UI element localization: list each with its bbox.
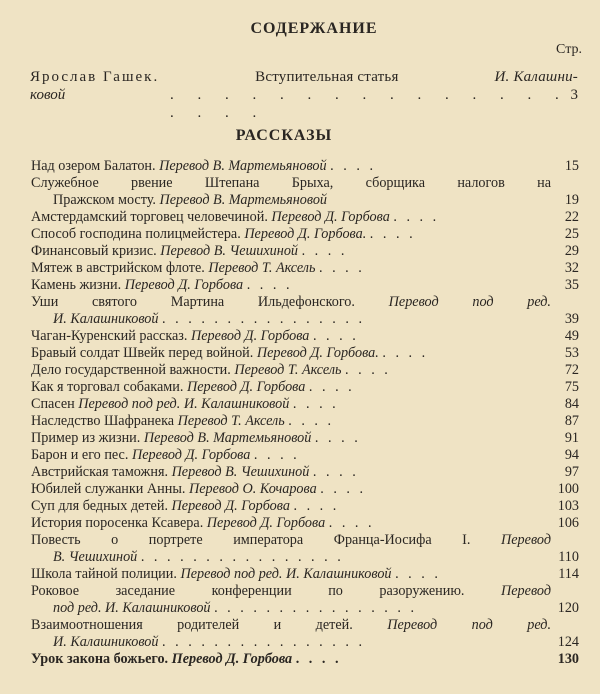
leader-dots: . . . . . . . . . . . . . . . . bbox=[140, 549, 344, 565]
entry-continuation bbox=[31, 634, 579, 651]
entry-page: 124 bbox=[557, 634, 579, 650]
section-title: РАССКАЗЫ bbox=[235, 127, 333, 144]
entry-translator: Перевод Т. Аксель bbox=[234, 362, 342, 378]
leader-dots: . . . . bbox=[345, 362, 391, 378]
toc-entry[interactable] bbox=[31, 430, 579, 447]
entry-page: 87 bbox=[564, 413, 579, 429]
entry-line bbox=[31, 617, 551, 634]
leader-dots: . . . . bbox=[253, 447, 300, 463]
leader-dots: . . . . bbox=[292, 396, 339, 412]
entry-translator: Перевод Д. Горбова. bbox=[244, 226, 367, 242]
entry-translator: Перевод под ред. И. Калашниковой bbox=[78, 396, 290, 412]
intro-page: 3 bbox=[570, 87, 578, 103]
entry-title: Бравый солдат Швейк перед войной. bbox=[31, 345, 254, 361]
toc-entry[interactable] bbox=[31, 209, 579, 226]
entry-page: 53 bbox=[564, 345, 579, 361]
entry-title: Наследство Шафранека bbox=[31, 413, 175, 429]
leader-dots: . . . . bbox=[395, 566, 441, 582]
leader-dots: . . . . bbox=[312, 328, 359, 344]
leader-dots: . . . . bbox=[393, 209, 440, 225]
toc-entry[interactable] bbox=[31, 447, 579, 464]
toc-entry[interactable] bbox=[31, 328, 579, 345]
entry-title: Школа тайной полиции. bbox=[31, 566, 177, 582]
leader-dots: . . . . bbox=[308, 379, 355, 395]
leader-dots: . . . . bbox=[320, 481, 367, 497]
entry-title: Чаган-Куренский рассказ. bbox=[31, 328, 188, 344]
entry-page: 100 bbox=[557, 481, 579, 497]
entry-page: 72 bbox=[564, 362, 579, 378]
toc-entry[interactable] bbox=[31, 243, 579, 260]
leader-dots: . . . . . . . . . . . . . . . . bbox=[162, 311, 365, 327]
entry-title: Служебное рвение Штепана Брыха, сборщика налогов на bbox=[31, 175, 551, 191]
toc-entry[interactable] bbox=[31, 158, 579, 175]
toc-entry[interactable] bbox=[31, 617, 579, 651]
toc-entry[interactable] bbox=[31, 277, 579, 294]
entry-title: Барон и его пес. bbox=[31, 447, 129, 463]
entry-title: Камень жизни. bbox=[31, 277, 122, 293]
entry-title: Взаимоотношения родителей и детей. bbox=[31, 617, 353, 633]
leader-dots: . . . . bbox=[328, 515, 375, 531]
toc-entry[interactable] bbox=[31, 566, 579, 583]
entry-title: Способ господина полицмейстера. bbox=[31, 226, 241, 242]
entry-page: 94 bbox=[564, 447, 579, 463]
entry-page: 106 bbox=[557, 515, 579, 531]
toc-entry[interactable] bbox=[31, 345, 579, 362]
entry-translator: Перевод Д. Горбова bbox=[171, 498, 290, 514]
entry-translator-cont: И. Калашниковой bbox=[53, 634, 159, 650]
entry-page: 110 bbox=[558, 549, 579, 565]
toc-entry[interactable] bbox=[31, 515, 579, 532]
entry-translator: Перевод bbox=[501, 532, 552, 548]
leader-dots: . . . . bbox=[246, 277, 293, 293]
entry-page: 75 bbox=[564, 379, 579, 395]
entry-translator: Перевод В. Чешихиной bbox=[171, 464, 310, 480]
toc-entry[interactable] bbox=[31, 362, 579, 379]
entry-continuation bbox=[31, 549, 579, 566]
entry-page: 120 bbox=[557, 600, 579, 616]
entry-translator: Перевод Т. Аксель bbox=[208, 260, 316, 276]
entry-title: Роковое заседание конференции по разоружению. bbox=[31, 583, 465, 599]
leader-dots: . . . . bbox=[382, 345, 429, 361]
entry-translator: Перевод Д. Горбова bbox=[171, 651, 293, 667]
leader-dots: . . . . bbox=[314, 430, 361, 446]
entry-line bbox=[31, 583, 551, 600]
leader-dots: . . . . . . . . . . . . . . . . . . . bbox=[170, 87, 569, 121]
intro-text: Вступительная статья bbox=[255, 69, 399, 85]
entry-page: 103 bbox=[557, 498, 579, 514]
toc-entry[interactable] bbox=[31, 498, 579, 515]
entry-translator: Перевод под ред. bbox=[388, 294, 551, 310]
entry-translator-cont: И. Калашниковой bbox=[53, 311, 159, 327]
toc-entry[interactable] bbox=[31, 481, 579, 498]
leader-dots: . . . . bbox=[330, 158, 376, 174]
entry-title: Уши святого Мартина Ильдефонского. bbox=[31, 294, 355, 310]
entry-line bbox=[31, 532, 551, 549]
entry-title: Юбилей служанки Анны. bbox=[31, 481, 186, 497]
entry-translator: Перевод Д. Горбова bbox=[206, 515, 326, 531]
leader-dots: . . . . bbox=[312, 464, 359, 480]
entry-page: 19 bbox=[564, 192, 579, 208]
entry-page: 49 bbox=[564, 328, 579, 344]
entry-translator: Перевод под ред. И. Калашниковой bbox=[180, 566, 392, 582]
entry-page: 130 bbox=[557, 651, 579, 667]
entry-title: Как я торговал собаками. bbox=[31, 379, 184, 395]
entry-page: 114 bbox=[558, 566, 579, 582]
entry-page: 35 bbox=[564, 277, 579, 293]
intro-translator: И. Калашни- bbox=[494, 69, 578, 85]
entry-title: Дело государственной важности. bbox=[31, 362, 231, 378]
entry-continuation bbox=[31, 192, 579, 209]
toc-entry[interactable] bbox=[31, 379, 579, 396]
page-column-label: Стр. bbox=[556, 42, 582, 57]
entry-page: 39 bbox=[564, 311, 579, 327]
entry-title: Суп для бедных детей. bbox=[31, 498, 168, 514]
toc-list bbox=[31, 158, 579, 668]
toc-entry[interactable] bbox=[31, 413, 579, 430]
toc-entry[interactable] bbox=[31, 532, 579, 566]
entry-title: Спасен bbox=[31, 396, 75, 412]
entry-page: 91 bbox=[564, 430, 579, 446]
entry-page: 84 bbox=[564, 396, 579, 412]
entry-title: Урок закона божьего. bbox=[31, 651, 169, 667]
toc-entry[interactable] bbox=[31, 583, 579, 617]
entry-page: 15 bbox=[564, 158, 579, 174]
entry-continuation bbox=[31, 600, 579, 617]
toc-entry[interactable] bbox=[31, 260, 579, 277]
leader-dots: . . . . . . . . . . . . . . . . bbox=[162, 634, 365, 650]
entry-line bbox=[31, 294, 551, 311]
entry-translator: Перевод под ред. bbox=[387, 617, 551, 633]
entry-translator: Перевод В. Мартемьяновой bbox=[159, 192, 328, 208]
entry-page: 29 bbox=[564, 243, 579, 259]
leader-dots: . . . . bbox=[318, 260, 365, 276]
entry-translator: Перевод Д. Горбова bbox=[271, 209, 390, 225]
toc-entry[interactable] bbox=[31, 226, 579, 243]
entry-title: Финансовый кризис. bbox=[31, 243, 157, 259]
intro-entry[interactable] bbox=[30, 68, 578, 121]
entry-page: 32 bbox=[564, 260, 579, 276]
leader-dots: . . . . bbox=[369, 226, 416, 242]
leader-dots: . . . . bbox=[295, 651, 342, 667]
entry-title: Амстердамский торговец человечиной. bbox=[31, 209, 268, 225]
entry-translator: Перевод Д. Горбова bbox=[131, 447, 251, 463]
entry-title: История поросенка Ксавера. bbox=[31, 515, 204, 531]
entry-translator: Перевод В. Чешихиной bbox=[160, 243, 299, 259]
toc-entry[interactable] bbox=[31, 175, 579, 209]
toc-entry[interactable] bbox=[31, 651, 579, 668]
entry-translator: Перевод Д. Горбова bbox=[191, 328, 310, 344]
leader-dots: . . . . bbox=[301, 243, 348, 259]
leader-dots: . . . . . . . . . . . . . . . . bbox=[214, 600, 418, 616]
toc-entry[interactable] bbox=[31, 464, 579, 481]
entry-translator: Перевод В. Мартемьяновой bbox=[143, 430, 312, 446]
entry-title: Повесть о портрете императора Франца-Иосифа I. bbox=[31, 532, 471, 548]
entry-translator: Перевод В. Мартемьяновой bbox=[159, 158, 327, 174]
entry-title: Мятеж в австрийском флоте. bbox=[31, 260, 205, 276]
entry-translator-cont: под ред. И. Калашниковой bbox=[53, 600, 211, 616]
entry-title-cont: Пражском мосту. bbox=[53, 192, 156, 208]
entry-title: Над озером Балатон. bbox=[31, 158, 156, 174]
entry-page: 97 bbox=[564, 464, 579, 480]
leader-dots: . . . . bbox=[293, 498, 340, 514]
toc-entry[interactable] bbox=[31, 396, 579, 413]
entry-translator: Перевод Д. Горбова. bbox=[256, 345, 379, 361]
intro-author: Ярослав Гашек. bbox=[30, 69, 160, 85]
entry-title: Австрийская таможня. bbox=[31, 464, 169, 480]
entry-translator: Перевод Д. Горбова bbox=[186, 379, 306, 395]
entry-translator: Перевод О. Кочарова bbox=[188, 481, 317, 497]
entry-continuation bbox=[31, 311, 579, 328]
intro-translator-cont: ковой bbox=[30, 87, 66, 103]
toc-entry[interactable] bbox=[31, 294, 579, 328]
leader-dots: . . . . bbox=[288, 413, 335, 429]
entry-translator: Перевод Т. Аксель bbox=[177, 413, 285, 429]
entry-translator-cont: В. Чешихиной bbox=[53, 549, 138, 565]
entry-page: 25 bbox=[564, 226, 579, 242]
entry-title: Пример из жизни. bbox=[31, 430, 141, 446]
entry-translator: Перевод bbox=[501, 583, 552, 599]
entry-translator: Перевод Д. Горбова bbox=[124, 277, 244, 293]
entry-page: 22 bbox=[564, 209, 579, 225]
page-title: СОДЕРЖАНИЕ bbox=[250, 20, 378, 37]
